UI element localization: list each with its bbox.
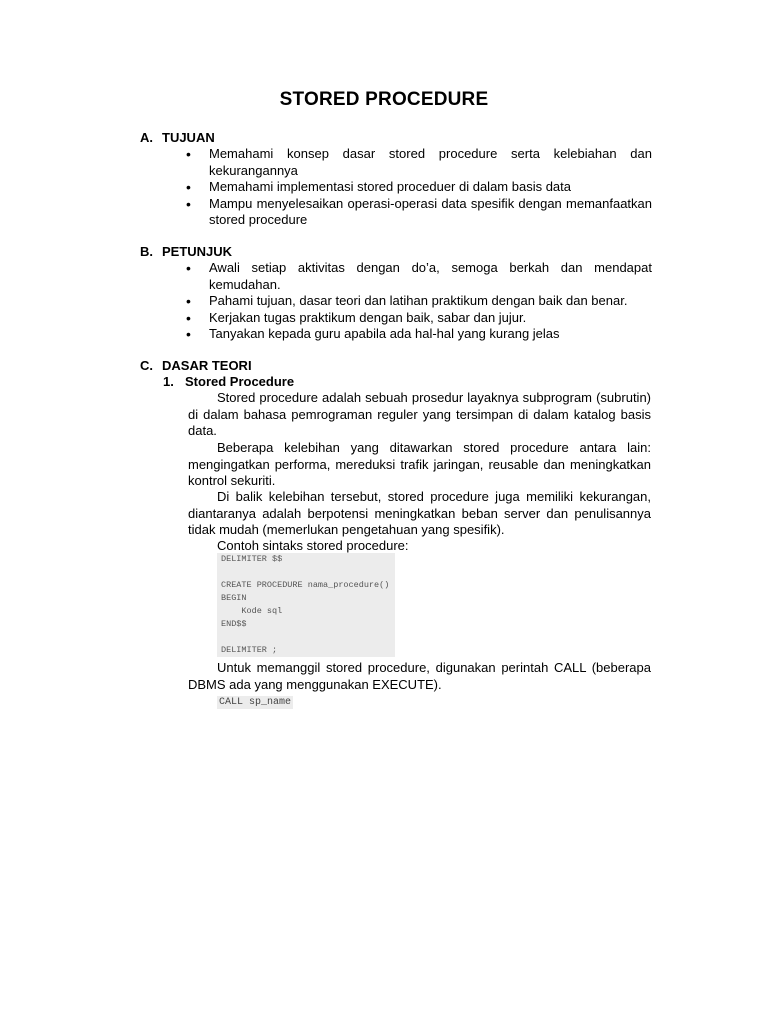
section-c-title: DASAR TEORI [162,358,252,373]
list-item: • Tanyakan kepada guru apabila ada hal-hal yang kurang jelas [186,326,652,343]
code-line: CREATE PROCEDURE nama_procedure() [221,580,390,590]
section-a-title: TUJUAN [162,130,215,145]
list-item: • Awali setiap aktivitas dengan do’a, semoga berkah dan mendapat kemudahan. [186,260,652,293]
section-b-heading [140,244,232,259]
theory-paragraph-1: Stored procedure adalah sebuah prosedur layaknya subprogram (subrutin) di dalam bahasa pemrograman reguler yang tersimpan di dalam katalog basis data. [188,390,651,438]
code-line: DELIMITER $$ [221,554,283,564]
list-item: • Pahami tujuan, dasar teori dan latihan praktikum dengan baik dan benar. [186,293,652,310]
list-item: • Mampu menyelesaikan operasi-operasi data spesifik dengan memanfaatkan stored procedure [186,196,652,229]
section-b-title: PETUNJUK [162,244,233,259]
code-line [217,631,395,644]
code-line [217,566,395,579]
list-item: • Kerjakan tugas praktikum dengan baik, sabar dan jujur. [186,310,652,327]
petunjuk-list [186,260,652,343]
section-c-letter: C. [140,358,153,373]
code-line: DELIMITER ; [221,645,278,655]
subsection-number: 1. [163,374,174,389]
code-line: BEGIN [221,593,247,603]
theory-paragraph-2: Beberapa kelebihan yang ditawarkan stored procedure antara lain: mengingatkan performa, mereduksi trafik jaringan, reusable dan meningkatkan kontrol sekuriti. [188,440,651,488]
list-item: • Memahami konsep dasar stored procedure serta kelebiahan dan kekurangannya [186,146,652,179]
code-line: Kode sql [221,606,283,616]
code-block [217,553,395,657]
subsection-title: Stored Procedure [185,374,295,389]
call-paragraph: Untuk memanggil stored procedure, digunakan perintah CALL (beberapa DBMS ada yang menggunakan EXECUTE). [188,660,651,692]
section-a-letter: A. [140,130,153,145]
page-title: STORED PROCEDURE [279,89,489,110]
call-code: CALL sp_name [219,697,292,708]
code-line: END$$ [221,619,247,629]
section-a-heading [140,130,215,145]
section-c-heading [140,358,252,373]
subsection-heading [163,374,294,389]
tujuan-list [186,146,652,229]
section-b-letter: B. [140,244,153,259]
theory-paragraph-3: Di balik kelebihan tersebut, stored procedure juga memiliki kekurangan, diantaranya adalah berpotensi meningkatkan beban server dan penulisannya tidak mudah (memerlukan pengetahuan yang spesifik). [188,489,651,537]
list-item: • Memahami implementasi stored proceduer di dalam basis data [186,179,652,196]
syntax-label: Contoh sintaks stored procedure: [217,538,409,553]
